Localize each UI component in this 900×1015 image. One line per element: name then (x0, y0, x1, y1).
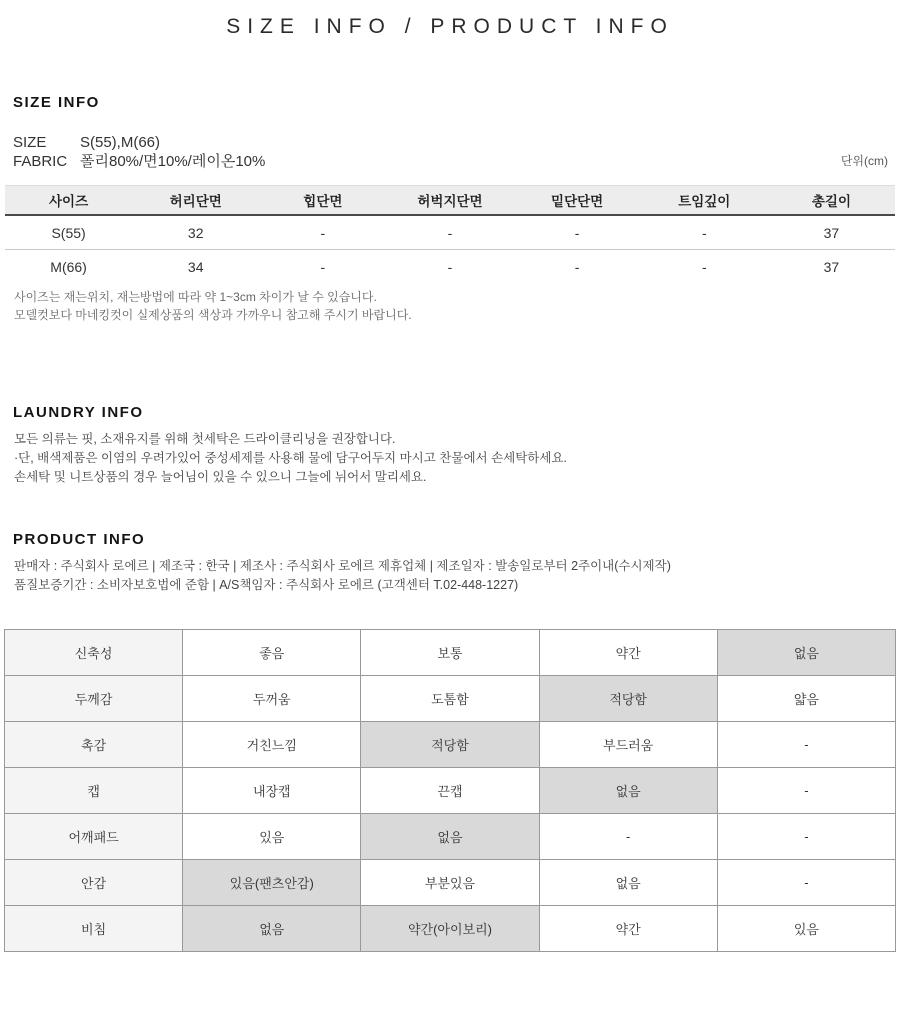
attribute-label-cell: 두께감 (5, 676, 183, 722)
size-table-cell: - (386, 215, 513, 250)
attribute-label-cell: 비침 (5, 906, 183, 952)
size-notes (0, 288, 900, 324)
size-table-cell: S(55) (5, 215, 132, 250)
size-table-cell: - (514, 215, 641, 250)
attribute-row (5, 860, 896, 906)
size-note-line: 사이즈는 재는위치, 재는방법에 따라 약 1~3cm 차이가 날 수 있습니다. (14, 290, 377, 304)
size-table-cell: - (447, 258, 453, 275)
attribute-value-cell: 내장캡 (183, 768, 361, 814)
attribute-value-cell: 두꺼움 (183, 676, 361, 722)
attribute-label-cell: 촉감 (5, 722, 183, 768)
attribute-value-cell: 있음 (183, 814, 361, 860)
attribute-value-cell: 있음 (717, 906, 895, 952)
product-info-section (0, 531, 900, 595)
laundry-info-heading: LAUNDRY INFO (13, 404, 144, 421)
attribute-value-cell: 부드러움 (539, 722, 717, 768)
laundry-note-line: ·단, 배색제품은 이염의 우려가있어 중성세제를 사용해 물에 담구어두지 마시고 찬물에서 손세탁하세요. (14, 451, 567, 465)
attribute-value-cell: - (539, 814, 717, 860)
size-table-header-cell: 밑단단면 (514, 186, 641, 216)
attribute-row (5, 722, 896, 768)
size-table (5, 185, 895, 283)
attribute-value-cell: 없음 (539, 768, 717, 814)
laundry-info-section (0, 404, 900, 487)
size-table-cell: 32 (132, 215, 259, 250)
attribute-row (5, 906, 896, 952)
size-table-cell: - (320, 258, 326, 275)
size-table-header-cell: 트임깊이 (641, 186, 768, 216)
attribute-value-cell: 약간 (539, 906, 717, 952)
laundry-note-line: 손세탁 및 니트상품의 경우 늘어님이 있을 수 있으니 그늘에 뉘어서 말리세요. (14, 470, 427, 484)
size-table-cell: 37 (823, 258, 840, 275)
size-table-header-cell: 총길이 (768, 186, 895, 216)
laundry-note-line: 모든 의류는 핏, 소재유지를 위해 첫세탁은 드라이클리닝을 권장합니다. (14, 432, 396, 446)
product-info-heading: PRODUCT INFO (13, 531, 146, 548)
spec-row (13, 133, 888, 152)
attribute-value-cell: 없음 (539, 860, 717, 906)
attribute-value-cell: 좋음 (183, 630, 361, 676)
spec-label: FABRIC (13, 153, 68, 170)
size-note-line: 모델컷보다 마네킹컷이 실제상품의 색상과 가까우니 참고해 주시기 바랍니다. (14, 308, 412, 322)
attribute-row (5, 768, 896, 814)
attribute-value-cell: - (717, 722, 895, 768)
attribute-value-cell: 없음 (183, 906, 361, 952)
attribute-row (5, 676, 896, 722)
attribute-value-cell: 도톰함 (361, 676, 539, 722)
size-table-row (5, 215, 895, 250)
attribute-value-cell: 얇음 (717, 676, 895, 722)
size-table-cell: - (574, 258, 580, 275)
size-info-heading: SIZE INFO (13, 94, 100, 111)
attribute-value-cell: 없음 (717, 630, 895, 676)
page-title: SIZE INFO / PRODUCT INFO (226, 15, 674, 38)
size-table-header-cell: 힙단면 (259, 186, 386, 216)
size-table-cell: M(66) (50, 258, 87, 275)
product-info-line: 판매자 : 주식회사 로에르 | 제조국 : 한국 | 제조사 : 주식회사 로에르 제휴업체 | 제조일자 : 발송일로부터 2주이내(수시제작) (14, 559, 671, 573)
attribute-value-cell: 적당함 (539, 676, 717, 722)
size-table-header-cell: 허리단면 (132, 186, 259, 216)
attribute-value-cell: 약간(아이보리) (361, 906, 539, 952)
size-table-cell: - (641, 215, 768, 250)
laundry-notes (0, 430, 900, 487)
attribute-row (5, 814, 896, 860)
attribute-label-cell: 신축성 (5, 630, 183, 676)
attribute-value-cell: 보통 (361, 630, 539, 676)
attribute-value-cell: 거친느낌 (183, 722, 361, 768)
product-detail-page (0, 15, 900, 952)
attribute-value-cell: - (717, 768, 895, 814)
attribute-value-cell: - (717, 814, 895, 860)
size-table-cell: 34 (187, 258, 204, 275)
size-info-section (0, 94, 900, 324)
attribute-value-cell: 있음(팬츠안감) (183, 860, 361, 906)
product-info-line: 품질보증기간 : 소비자보호법에 준함 | A/S책임자 : 주식회사 로에르 (고객센터 T.02-448-1227) (14, 578, 519, 592)
size-table-header-cell: 허벅지단면 (386, 186, 513, 216)
attribute-value-cell: 적당함 (361, 722, 539, 768)
spec-label: SIZE (13, 134, 47, 151)
attribute-value-cell: 없음 (361, 814, 539, 860)
spec-row (13, 152, 888, 171)
unit-label: 단위(cm) (840, 154, 888, 168)
size-table-header-cell: 사이즈 (5, 186, 132, 216)
attribute-label-cell: 어깨패드 (5, 814, 183, 860)
attribute-value-cell: 약간 (539, 630, 717, 676)
size-table-cell: 37 (768, 215, 895, 250)
size-table-cell: - (259, 215, 386, 250)
size-table-header-row (5, 186, 895, 216)
attribute-table (4, 629, 896, 952)
spec-value: S(55),M(66) (80, 134, 161, 151)
spec-value: 폴리80%/면10%/레이온10% (80, 153, 266, 170)
size-specs (0, 133, 900, 171)
attribute-row (5, 630, 896, 676)
product-info-lines (0, 557, 900, 595)
size-table-row (5, 250, 895, 284)
attribute-value-cell: - (717, 860, 895, 906)
attribute-label-cell: 안감 (5, 860, 183, 906)
attribute-value-cell: 부분있음 (361, 860, 539, 906)
size-table-cell: - (701, 258, 707, 275)
attribute-label-cell: 캡 (5, 768, 183, 814)
attribute-value-cell: 끈캡 (361, 768, 539, 814)
